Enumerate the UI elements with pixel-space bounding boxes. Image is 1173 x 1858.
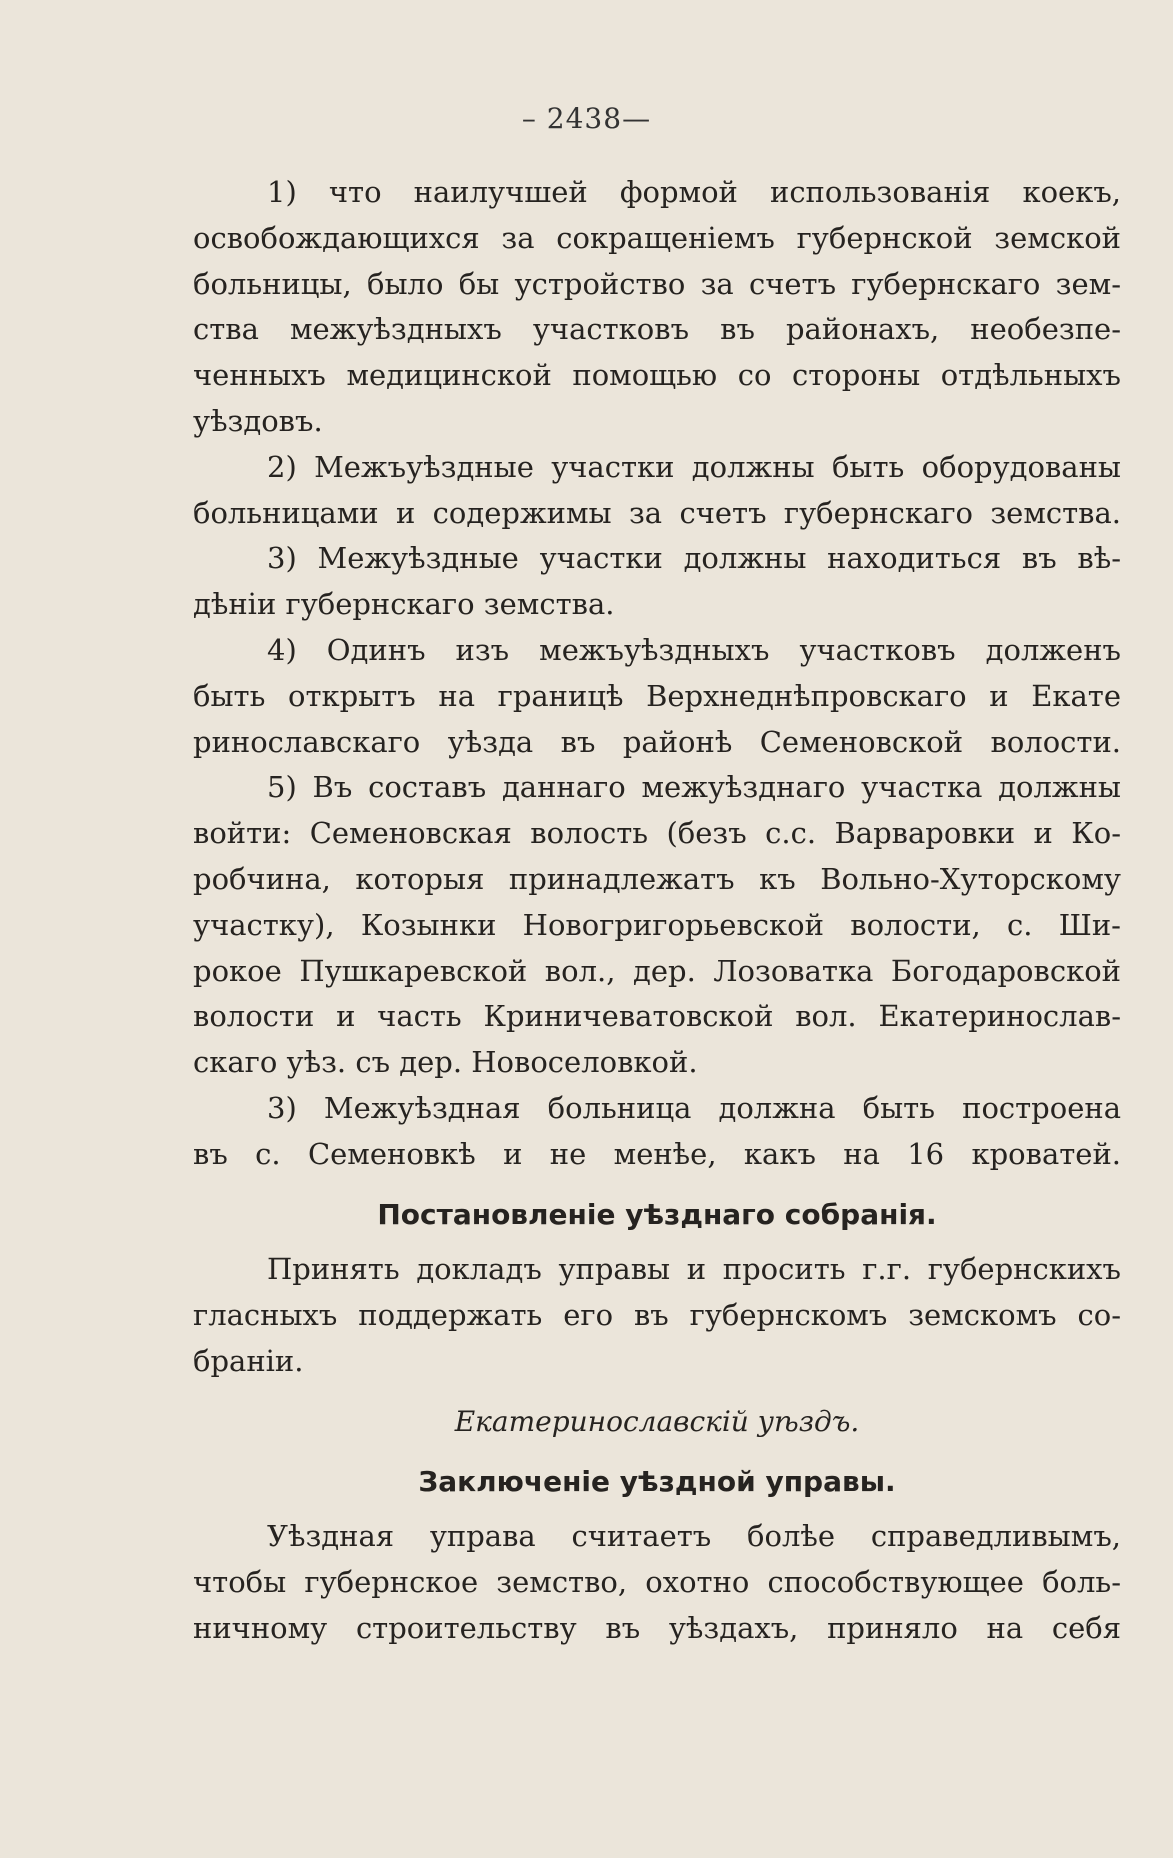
text-line: 1) что наилучшей формой использованія коекъ, bbox=[267, 175, 1121, 209]
text-line: въ с. Семеновкѣ и не менѣе, какъ на 16 кроватей. bbox=[193, 1136, 1121, 1171]
text-line: гласныхъ поддержать его въ губернскомъ земскомъ со- bbox=[193, 1298, 1121, 1333]
text-line: больницами и содержимы за счетъ губернскаго земства. bbox=[193, 495, 1121, 530]
text-line: волости и часть Криничеватовской вол. Екатеринослав- bbox=[193, 999, 1121, 1034]
text-line: ринославскаго уѣзда въ районѣ Семеновской волости. bbox=[193, 724, 1121, 759]
text-line: 3) Межуѣздная больница должна быть построена bbox=[267, 1090, 1121, 1125]
section-heading-resolution: Постановленіе уѣзднаго собранія. bbox=[377, 1197, 937, 1231]
district-subtitle: Екатеринославскій уѣздъ. bbox=[454, 1404, 860, 1438]
body-text bbox=[193, 170, 1121, 1652]
text-line: Принять докладъ управы и просить г.г. губернскихъ bbox=[267, 1252, 1121, 1287]
text-line: войти: Семеновская волость (безъ с.с. Варваровки и Ко- bbox=[193, 816, 1121, 851]
text-line: 3) Межуѣздные участки должны находиться въ вѣ- bbox=[267, 541, 1121, 576]
text-line: дѣніи губернскаго земства. bbox=[193, 587, 615, 622]
text-line: ства межуѣздныхъ участковъ въ районахъ, необезпе- bbox=[193, 312, 1121, 347]
text-line: чтобы губернское земство, охотно способствующее боль- bbox=[193, 1565, 1121, 1600]
text-line: 5) Въ составъ даннаго межуѣзднаго участка должны bbox=[267, 770, 1121, 805]
text-line: Уѣздная управа считаетъ болѣе справедливымъ, bbox=[267, 1519, 1121, 1554]
text-line: робчина, которыя принадлежатъ къ Вольно-Хуторскому bbox=[193, 861, 1121, 896]
text-line: участку), Козынки Новогригорьевской волости, с. Ши- bbox=[193, 907, 1121, 942]
text-line: уѣздовъ. bbox=[193, 403, 323, 438]
text-line: больницы, было бы устройство за счетъ губернскаго зем- bbox=[193, 266, 1121, 301]
text-line: 4) Одинъ изъ межъуѣздныхъ участковъ долженъ bbox=[267, 632, 1121, 667]
section-heading-conclusion: Заключеніе уѣздной управы. bbox=[418, 1464, 896, 1498]
text-line: браніи. bbox=[193, 1343, 304, 1378]
page-number: – 2438— bbox=[521, 102, 652, 135]
text-line: ченныхъ медицинской помощью со стороны отдѣльныхъ bbox=[193, 358, 1121, 393]
text-line: освобождающихся за сокращеніемъ губернской земской bbox=[193, 220, 1121, 255]
text-line: ничному строительству въ уѣздахъ, приняло на себя bbox=[193, 1610, 1121, 1645]
text-line: рокое Пушкаревской вол., дер. Лозоватка Богодаровской bbox=[193, 953, 1121, 988]
text-line: скаго уѣз. съ дер. Новоселовкой. bbox=[193, 1045, 698, 1080]
text-line: 2) Межъуѣздные участки должны быть оборудованы bbox=[267, 449, 1121, 484]
text-line: быть открытъ на границѣ Верхнеднѣпровскаго и Екате bbox=[193, 678, 1121, 713]
